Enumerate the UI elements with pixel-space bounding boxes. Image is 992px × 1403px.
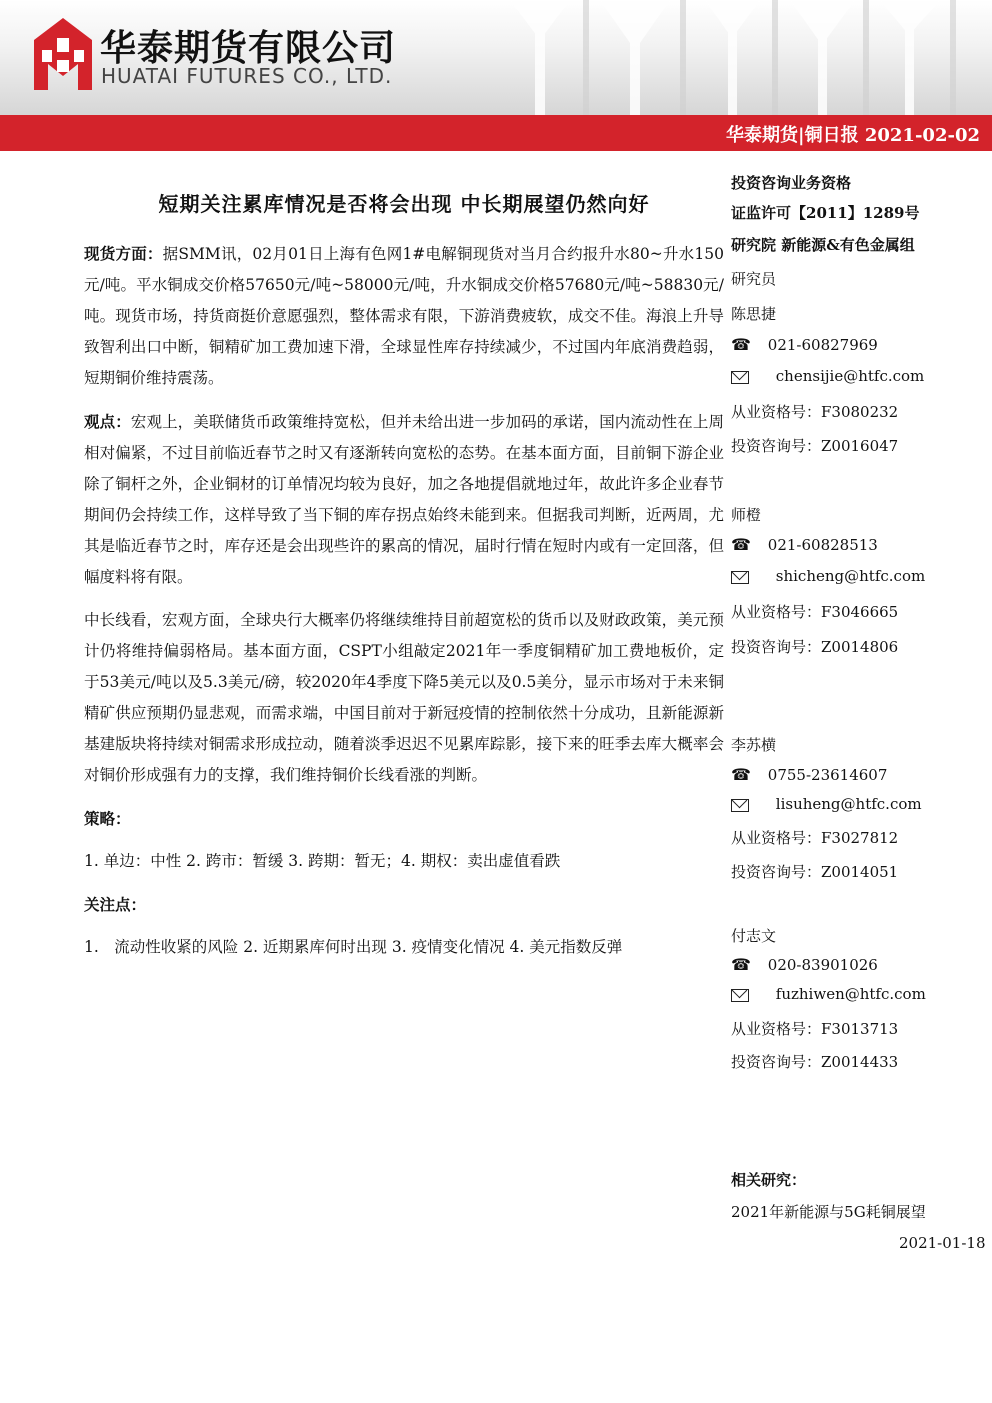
license: 证监许可【2011】1289号 bbox=[731, 204, 920, 222]
phone-icon: ☎ bbox=[731, 535, 751, 554]
phone-icon: ☎ bbox=[731, 765, 751, 784]
qualification: 投资咨询业务资格 bbox=[731, 174, 852, 192]
researcher-title: 研究员 bbox=[731, 270, 777, 288]
analyst-cert: 从业资格号：F3013713 bbox=[731, 1020, 899, 1038]
strategy-text: 1. 单边：中性 2. 跨市：暂缓 3. 跨期：暂无；4. 期权：卖出虚值看跌 bbox=[84, 852, 561, 870]
view-paragraph bbox=[84, 406, 724, 593]
analyst-consult: 投资咨询号：Z0014051 bbox=[731, 863, 899, 881]
analyst-name: 付志文 bbox=[731, 927, 777, 945]
related-research-title[interactable]: 2021年新能源与5G耗铜展望 bbox=[731, 1203, 926, 1221]
focus-text: 1. 流动性收紧的风险 2. 近期累库何时出现 3. 疫情变化情况 4. 美元指数反弹 bbox=[84, 938, 623, 956]
analyst-cert: 从业资格号：F3027812 bbox=[731, 829, 899, 847]
page-header bbox=[0, 0, 992, 115]
analyst-email[interactable]: lisuheng@htfc.com bbox=[775, 795, 922, 813]
huatai-logo bbox=[34, 18, 92, 90]
report-body bbox=[84, 238, 724, 975]
email-icon bbox=[731, 571, 749, 584]
analyst-consult: 投资咨询号：Z0014806 bbox=[731, 638, 899, 656]
spot-label: 现货方面： bbox=[84, 244, 163, 263]
analyst-cert: 从业资格号：F3046665 bbox=[731, 603, 899, 621]
long-term-paragraph: 中长线看，宏观方面，全球央行大概率仍将继续维持目前超宽松的货币以及财政政策，美元预计仍将维持偏弱格局。基本面方面，CSPT小组敲定2021年一季度铜精矿加工费地板价，定于53美元/吨以及5.3美元/磅，较2020年4季度下降5美元以及0.5美分，显示市场对于未来铜精矿供应预期仍显悲观，而需求端，中国目前对于新冠疫情的控制依然十分成功，且新能源新基建版块将持续对铜需求形成拉动，随着淡季迟迟不见累库踪影，接下来的旺季去库大概率会对铜价形成强有力的支撑，我们维持铜价长线看涨的判断。 bbox=[84, 611, 724, 784]
strategy-label: 策略： bbox=[84, 809, 131, 828]
analyst-email[interactable]: fuzhiwen@htfc.com bbox=[775, 985, 926, 1003]
email-icon bbox=[731, 799, 749, 812]
analyst-phone: 021-60827969 bbox=[767, 336, 878, 354]
related-research-date: 2021-01-18 bbox=[899, 1234, 986, 1252]
related-research-label: 相关研究： bbox=[731, 1171, 807, 1189]
analyst-phone: 021-60828513 bbox=[767, 536, 878, 554]
view-label: 观点： bbox=[84, 412, 131, 431]
analyst-phone: 0755-23614607 bbox=[767, 766, 888, 784]
analyst-cert: 从业资格号：F3080232 bbox=[731, 403, 899, 421]
phone-icon: ☎ bbox=[731, 955, 751, 974]
focus-label: 关注点： bbox=[84, 895, 147, 914]
analyst-consult: 投资咨询号：Z0014433 bbox=[731, 1053, 899, 1071]
brand-name-cn: 华泰期货有限公司 bbox=[100, 28, 397, 69]
analyst-email[interactable]: shicheng@htfc.com bbox=[775, 567, 926, 585]
analyst-consult: 投资咨询号：Z0016047 bbox=[731, 437, 899, 455]
analyst-email[interactable]: chensijie@htfc.com bbox=[775, 367, 925, 385]
view-text: 宏观上，美联储货币政策维持宽松，但并未给出进一步加码的承诺，国内流动性在上周相对偏紧，不过目前临近春节之时又有逐渐转向宽松的态势。在基本面方面，目前铜下游企业除了铜杆之外，企业铜材的订单情况均较为良好，加之各地提倡就地过年，故此许多企业春节期间仍会持续工作，这样导致了当下铜的库存拐点始终未能到来。但据我司判断，近两周，尤其是临近春节之时，库存还是会出现些许的累高的情况，届时行情在短时内或有一定回落，但幅度料将有限。 bbox=[84, 413, 724, 586]
brand-name-en: HUATAI FUTURES CO., LTD. bbox=[101, 64, 393, 88]
report-tag: 华泰期货|铜日报 2021-02-02 bbox=[726, 125, 980, 146]
analyst-name: 陈思捷 bbox=[731, 305, 777, 323]
phone-icon: ☎ bbox=[731, 335, 751, 354]
analyst-phone: 020-83901026 bbox=[767, 956, 878, 974]
institute: 研究院 新能源&有色金属组 bbox=[731, 236, 915, 254]
spot-paragraph bbox=[84, 238, 724, 394]
email-icon bbox=[731, 989, 749, 1002]
report-tag-bar bbox=[0, 115, 992, 151]
email-icon bbox=[731, 371, 749, 384]
analyst-name: 李苏横 bbox=[731, 736, 777, 754]
spot-text: 据SMM讯，02月01日上海有色网1#电解铜现货对当月合约报升水80~升水150元/吨。平水铜成交价格57650元/吨~58000元/吨，升水铜成交价格57680元/吨~58830元/吨。现货市场，持货商挺价意愿强烈，整体需求有限，下游消费疲软，成交不佳。海浪上升导致智利出口中断，铜精矿加工费加速下滑，全球显性库存持续减少，不过国内年底消费趋弱，短期铜价维持震荡。 bbox=[84, 245, 724, 387]
analyst-name: 师橙 bbox=[731, 506, 762, 524]
report-title: 短期关注累库情况是否将会出现 中长期展望仍然向好 bbox=[158, 192, 650, 216]
